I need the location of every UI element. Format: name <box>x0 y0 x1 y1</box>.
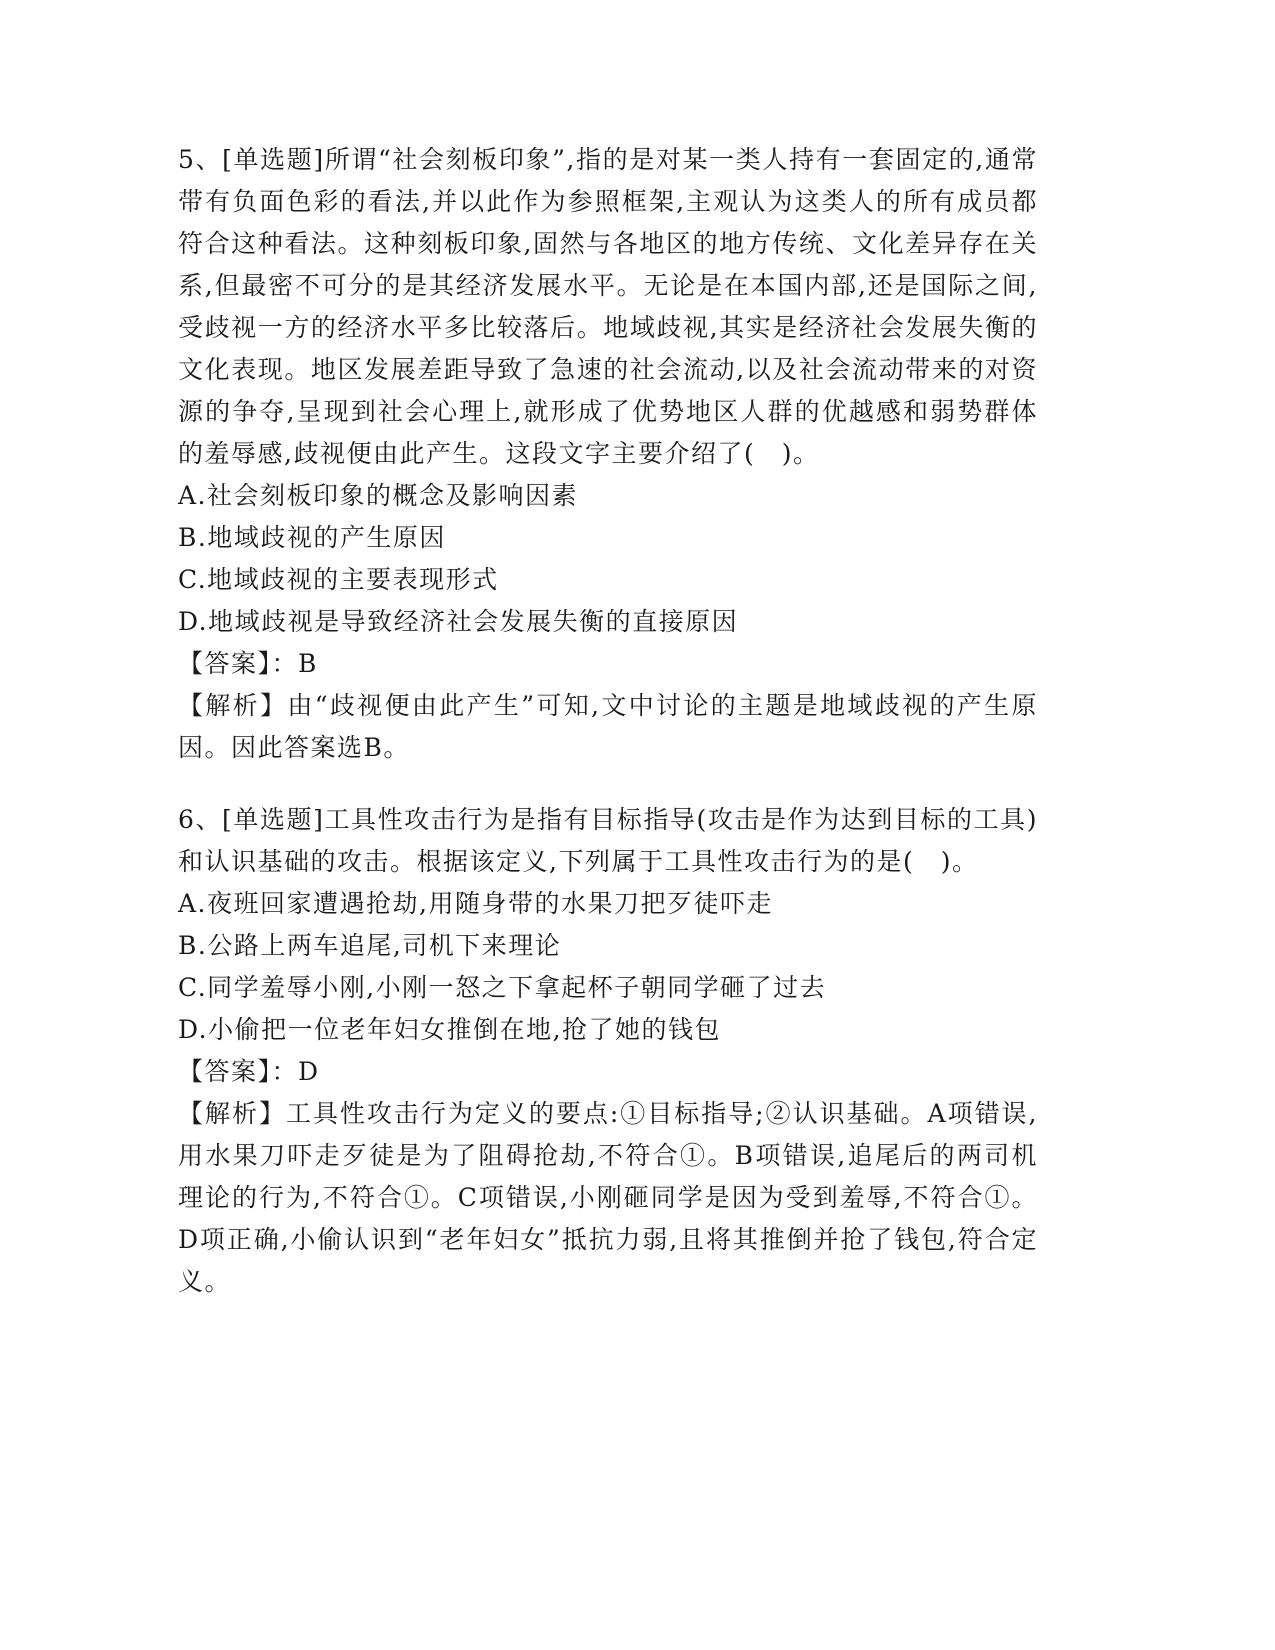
option-a: A.社会刻板印象的概念及影响因素 <box>178 481 579 510</box>
option-c: C.同学羞辱小刚,小刚一怒之下拿起杯子朝同学砸了过去 <box>178 973 827 1002</box>
question-6 <box>178 799 1038 1303</box>
option-c: C.地域歧视的主要表现形式 <box>178 565 499 594</box>
option-b: B.公路上两车追尾,司机下来理论 <box>178 931 562 960</box>
option-d: D.小偷把一位老年妇女推倒在地,抢了她的钱包 <box>178 1015 722 1044</box>
option-a: A.夜班回家遭遇抢劫,用随身带的水果刀把歹徒吓走 <box>178 889 773 918</box>
option-b: B.地域歧视的产生原因 <box>178 523 446 552</box>
answer-line: 【答案】：B <box>178 649 318 678</box>
analysis-text: 【解析】由“歧视便由此产生”可知,文中讨论的主题是地域歧视的产生原因。因此答案选B。 <box>178 691 1038 762</box>
option-d: D.地域歧视是导致经济社会发展失衡的直接原因 <box>178 607 739 636</box>
question-stem: 6、[单选题]工具性攻击行为是指有目标指导(攻击是作为达到目标的工具)和认识基础的攻击。根据该定义,下列属于工具性攻击行为的是( )。 <box>178 805 1038 876</box>
analysis-text: 【解析】工具性攻击行为定义的要点:①目标指导;②认识基础。A项错误,用水果刀吓走歹徒是为了阻碍抢劫,不符合①。B项错误,追尾后的两司机理论的行为,不符合①。C项错误,小刚砸同学是因为受到羞辱,不符合①。D项正确,小偷认识到“老年妇女”抵抗力弱,且将其推倒并抢了钱包,符合定义。 <box>178 1099 1038 1296</box>
question-5 <box>178 139 1038 769</box>
answer-line: 【答案】：D <box>178 1057 320 1086</box>
question-stem: 5、[单选题]所谓“社会刻板印象”,指的是对某一类人持有一套固定的,通常带有负面色彩的看法,并以此作为参照框架,主观认为这类人的所有成员都符合这种看法。这种刻板印象,固然与各地区的地方传统、文化差异存在关系,但最密不可分的是其经济发展水平。无论是在本国内部,还是国际之间,受歧视一方的经济水平多比较落后。地域歧视,其实是经济社会发展失衡的文化表现。地区发展差距导致了急速的社会流动,以及社会流动带来的对资源的争夺,呈现到社会心理上,就形成了优势地区人群的优越感和弱势群体的羞辱感,歧视便由此产生。这段文字主要介绍了( )。 <box>178 145 1038 468</box>
document-page <box>178 139 1038 1303</box>
